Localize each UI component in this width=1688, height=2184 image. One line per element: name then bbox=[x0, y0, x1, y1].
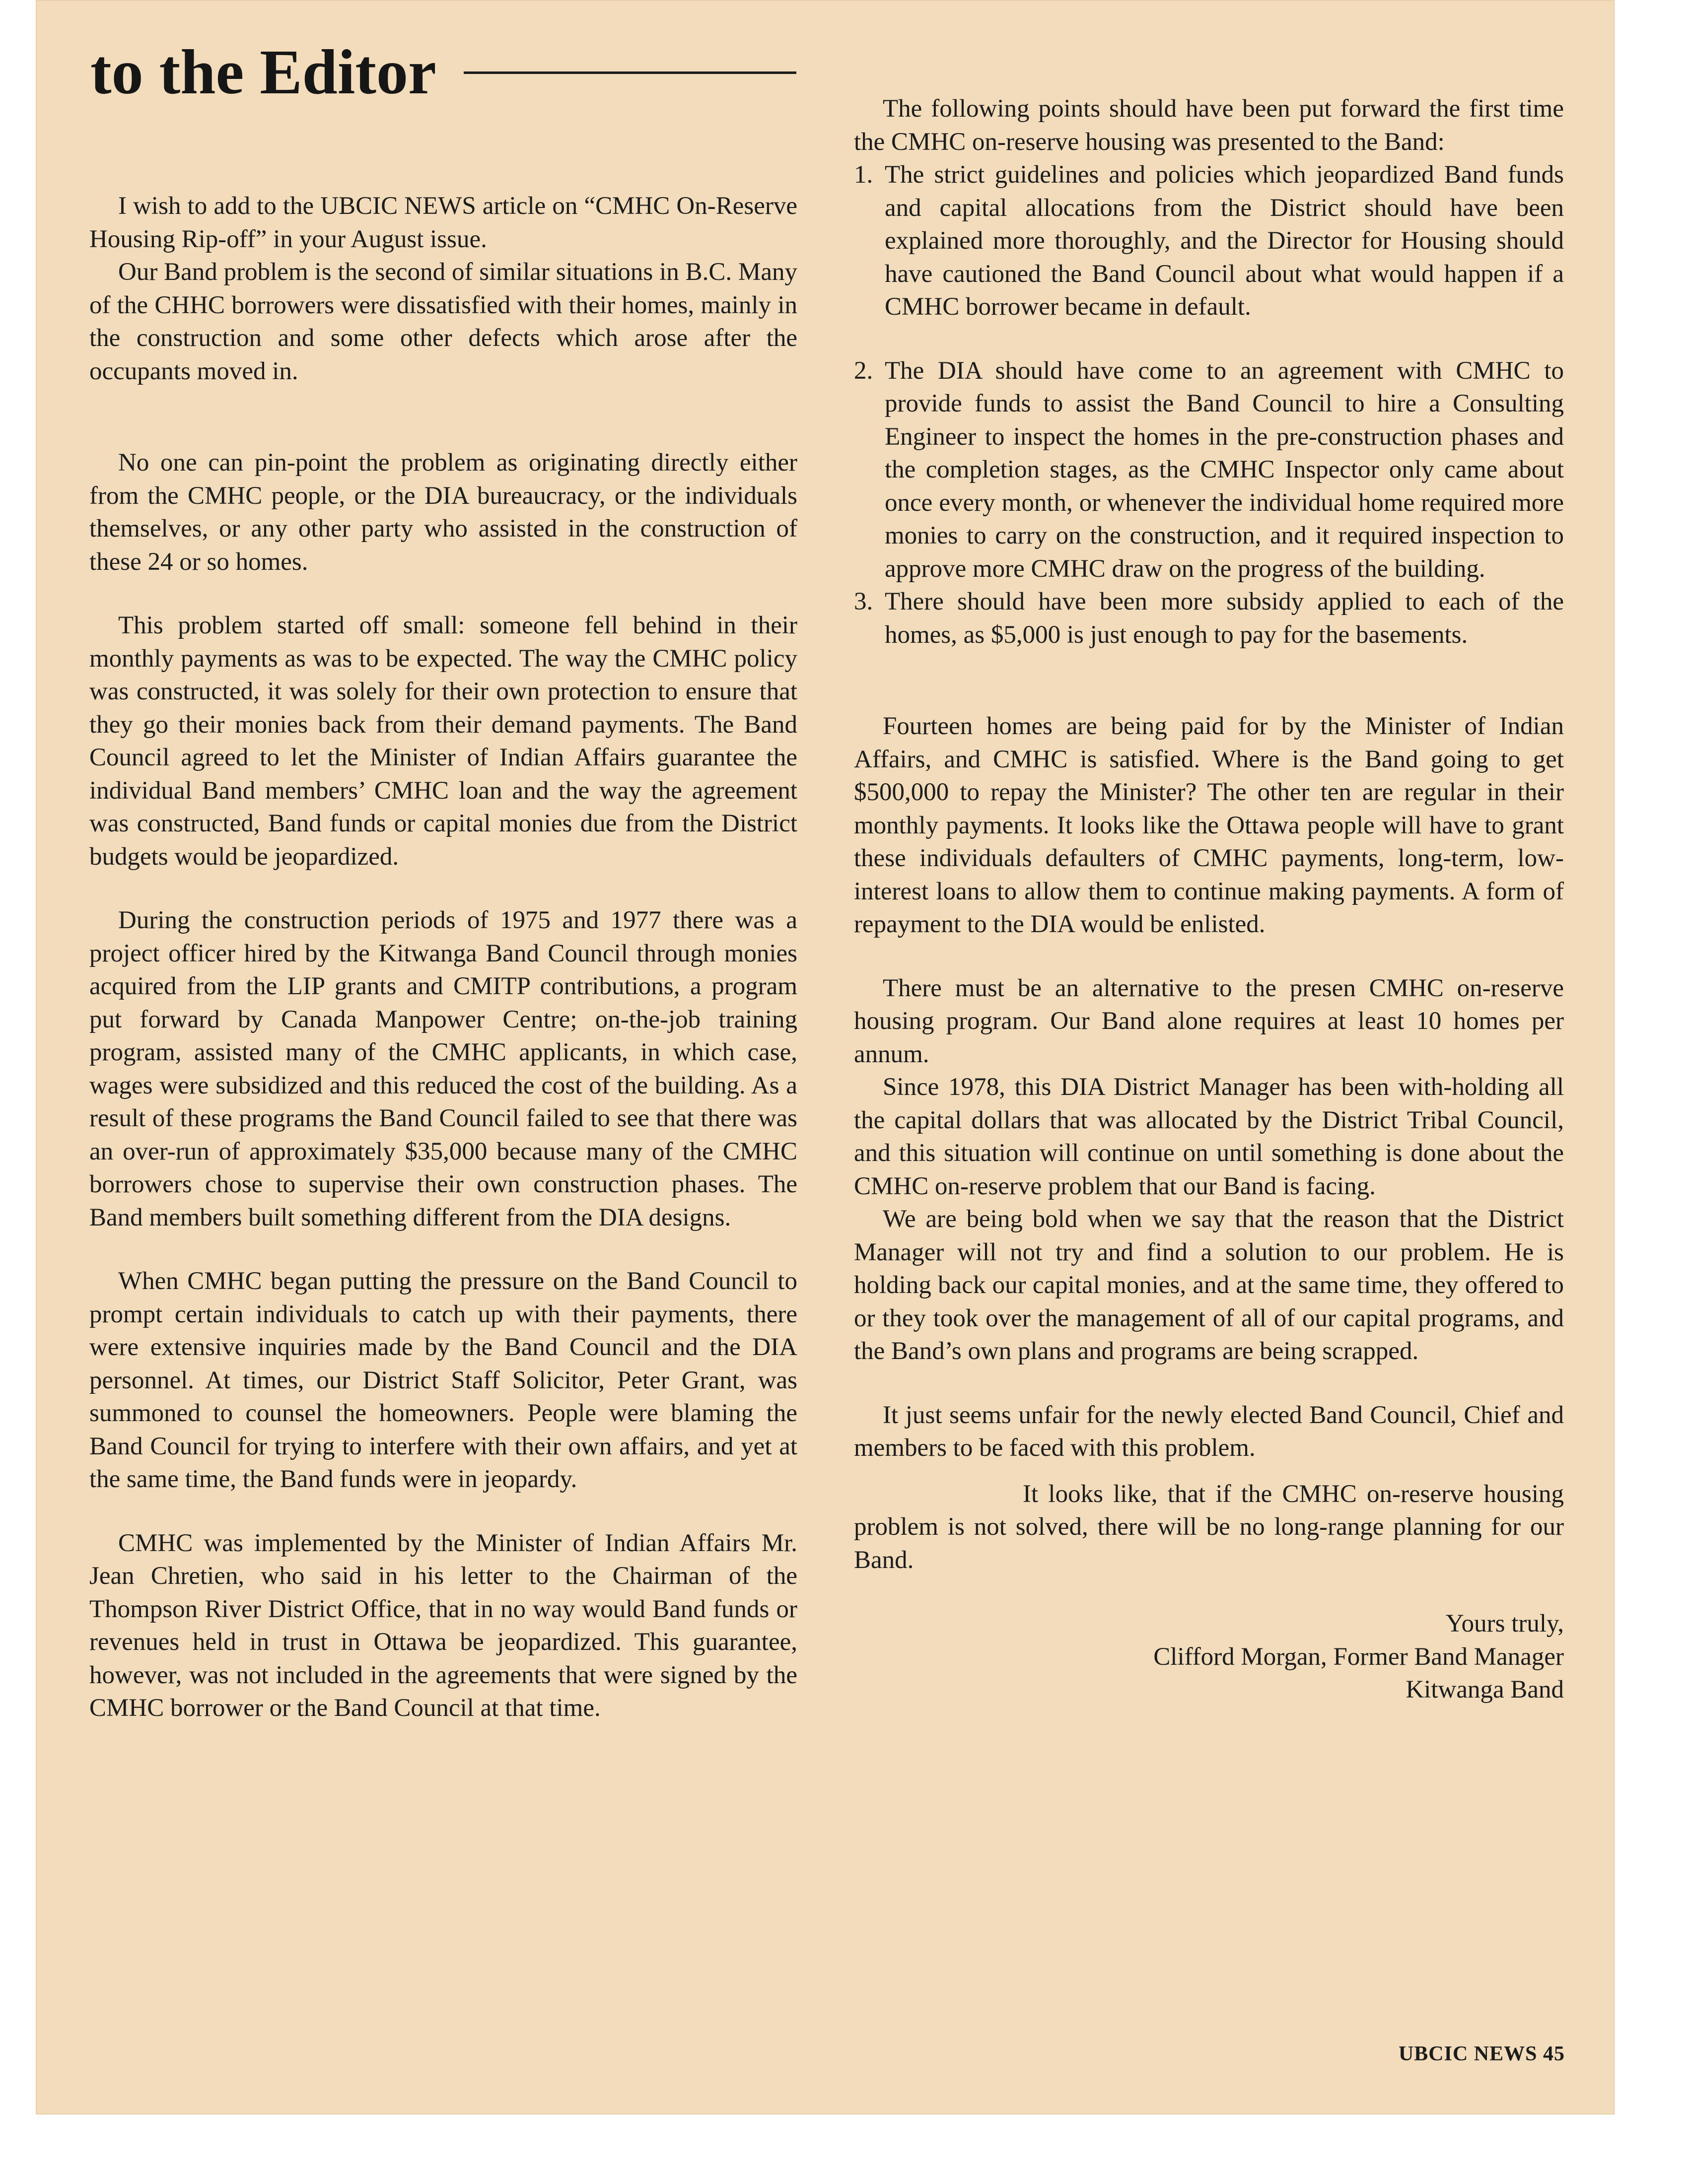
letter-paragraph: This problem started off small: someone fell behind in their monthly payments as was to be expected. The way the CMHC policy was constructed, it was solely for their own protection to ensure that they go their monies back from their demand payments. The Band Council agreed to let the Minister of Indian Affairs guarantee the individual Band members’ CMHC loan and the way the agreement was constructed, Band funds or capital monies due from the District budgets would be jeopardized. bbox=[89, 612, 797, 871]
letter-paragraph: It looks like, that if the CMHC on-reserve housing problem is not solved, there will be no long-range planning for our Band. bbox=[854, 1480, 1564, 1574]
point-item bbox=[854, 158, 1564, 324]
letter-paragraph: I wish to add to the UBCIC NEWS article on “CMHC On-Reserve Housing Rip-off” in your August issue. bbox=[89, 192, 797, 253]
letter-paragraph: When CMHC began putting the pressure on the Band Council to prompt certain individuals to catch up with their payments, there were extensive inquiries made by the Band Council and the DIA personnel. At times, our District Staff Solicitor, Peter Grant, was summoned to counsel the homeowners. People were blaming the Band Council for trying to interfere with their own affairs, and yet at the same time, the Band funds were in jeopardy. bbox=[89, 1267, 797, 1493]
letter-paragraph: During the construction periods of 1975 and 1977 there was a project officer hired by the Kitwanga Band Council through monies acquired from the LIP grants and CMITP contributions, a program put forward by Canada Manpower Centre; on-the-job training program, assisted many of the CMHC applicants, in which case, wages were subsidized and this reduced the cost of the building. As a result of these programs the Band Council failed to see that there was an over-run of approximately $35,000 because many of the CMHC borrowers chose to supervise their own construction phases. The Band members built something different from the DIA designs. bbox=[89, 906, 797, 1231]
point-number: 2. bbox=[854, 356, 873, 385]
magazine-page bbox=[36, 0, 1615, 2115]
left-column bbox=[89, 190, 797, 1725]
letter-paragraph: It just seems unfair for the newly elected Band Council, Chief and members to be faced with this problem. bbox=[854, 1401, 1564, 1462]
point-number: 1. bbox=[854, 161, 873, 189]
letter-paragraph: Since 1978, this DIA District Manager has been with-holding all the capital dollars that was allocated by the District Tribal Council, and this situation will continue on until something is done about the CMHC on-reserve problem that our Band is facing. bbox=[854, 1073, 1564, 1200]
points-intro: The following points should have been put forward the first time the CMHC on-reserve housing was presented to the Band: bbox=[854, 95, 1564, 156]
letter-paragraph: CMHC was implemented by the Minister of Indian Affairs Mr. Jean Chretien, who said in his letter to the Chairman of the Thompson River District Office, that in no way would Band funds or revenues held in trust in Ottawa be jeopardized. This guarantee, however, was not included in the agreements that were signed by the CMHC borrower or the Band Council at that time. bbox=[89, 1529, 797, 1722]
letter-paragraph: There must be an alternative to the presen CMHC on-reserve housing program. Our Band alone requires at least 10 homes per annum. bbox=[854, 974, 1564, 1068]
point-text: The strict guidelines and policies which jeopardized Band funds and capital allocations from the District should have been explained more thoroughly, and the Director for Housing should have cautioned the Band Council about what would happen if a CMHC borrower became in default. bbox=[885, 161, 1564, 321]
signature-band: Kitwanga Band bbox=[1406, 1676, 1564, 1704]
signature-name: Clifford Morgan, Former Band Manager bbox=[1153, 1642, 1564, 1671]
signature-closing: Yours truly, bbox=[1445, 1610, 1564, 1638]
point-text: There should have been more subsidy applied to each of the homes, as $5,000 is just enough to pay for the basements. bbox=[885, 588, 1564, 649]
page-footer: UBCIC NEWS 45 bbox=[1398, 2043, 1565, 2065]
letter-paragraph: We are being bold when we say that the reason that the District Manager will not try and find a solution to our problem. He is holding back our capital monies, and at the same time, they offered to or they took over the management of all of our capital programs, and the Band’s own plans and programs are being scrapped. bbox=[854, 1205, 1564, 1365]
letter-paragraph: Fourteen homes are being paid for by the Minister of Indian Affairs, and CMHC is satisfied. Where is the Band going to get $500,000 to repay the Minister? The other ten are regular in their monthly payments. It looks like the Ottawa people will have to grant these individuals defaulters of CMHC payments, long-term, low-interest loans to allow them to continue making payments. A form of repayment to the DIA would be enlisted. bbox=[854, 712, 1564, 938]
letter-paragraph: Our Band problem is the second of similar situations in B.C. Many of the CHHC borrowers were dissatisfied with their homes, mainly in the construction and some other defects which arose after the occupants moved in. bbox=[89, 258, 797, 385]
point-item bbox=[854, 585, 1564, 651]
right-column bbox=[854, 92, 1564, 1706]
letter-paragraph: No one can pin-point the problem as originating directly either from the CMHC people, or the DIA bureaucracy, or the individuals themselves, or any other party who assisted in the construction of these 24 or so homes. bbox=[89, 449, 797, 576]
page-header bbox=[90, 35, 820, 109]
point-text: The DIA should have come to an agreement with CMHC to provide funds to assist the Band Council to hire a Consulting Engineer to inspect the homes in the pre-construction phases and the completion stages, as the CMHC Inspector only came about once every month, or whenever the individual home required more monies to carry on the construction, and it required inspection to approve more CMHC draw on the progress of the building. bbox=[885, 356, 1564, 583]
title-rule bbox=[464, 71, 796, 74]
point-item bbox=[854, 354, 1564, 586]
point-number: 3. bbox=[854, 588, 873, 615]
page-title: to the Editor bbox=[90, 37, 436, 107]
